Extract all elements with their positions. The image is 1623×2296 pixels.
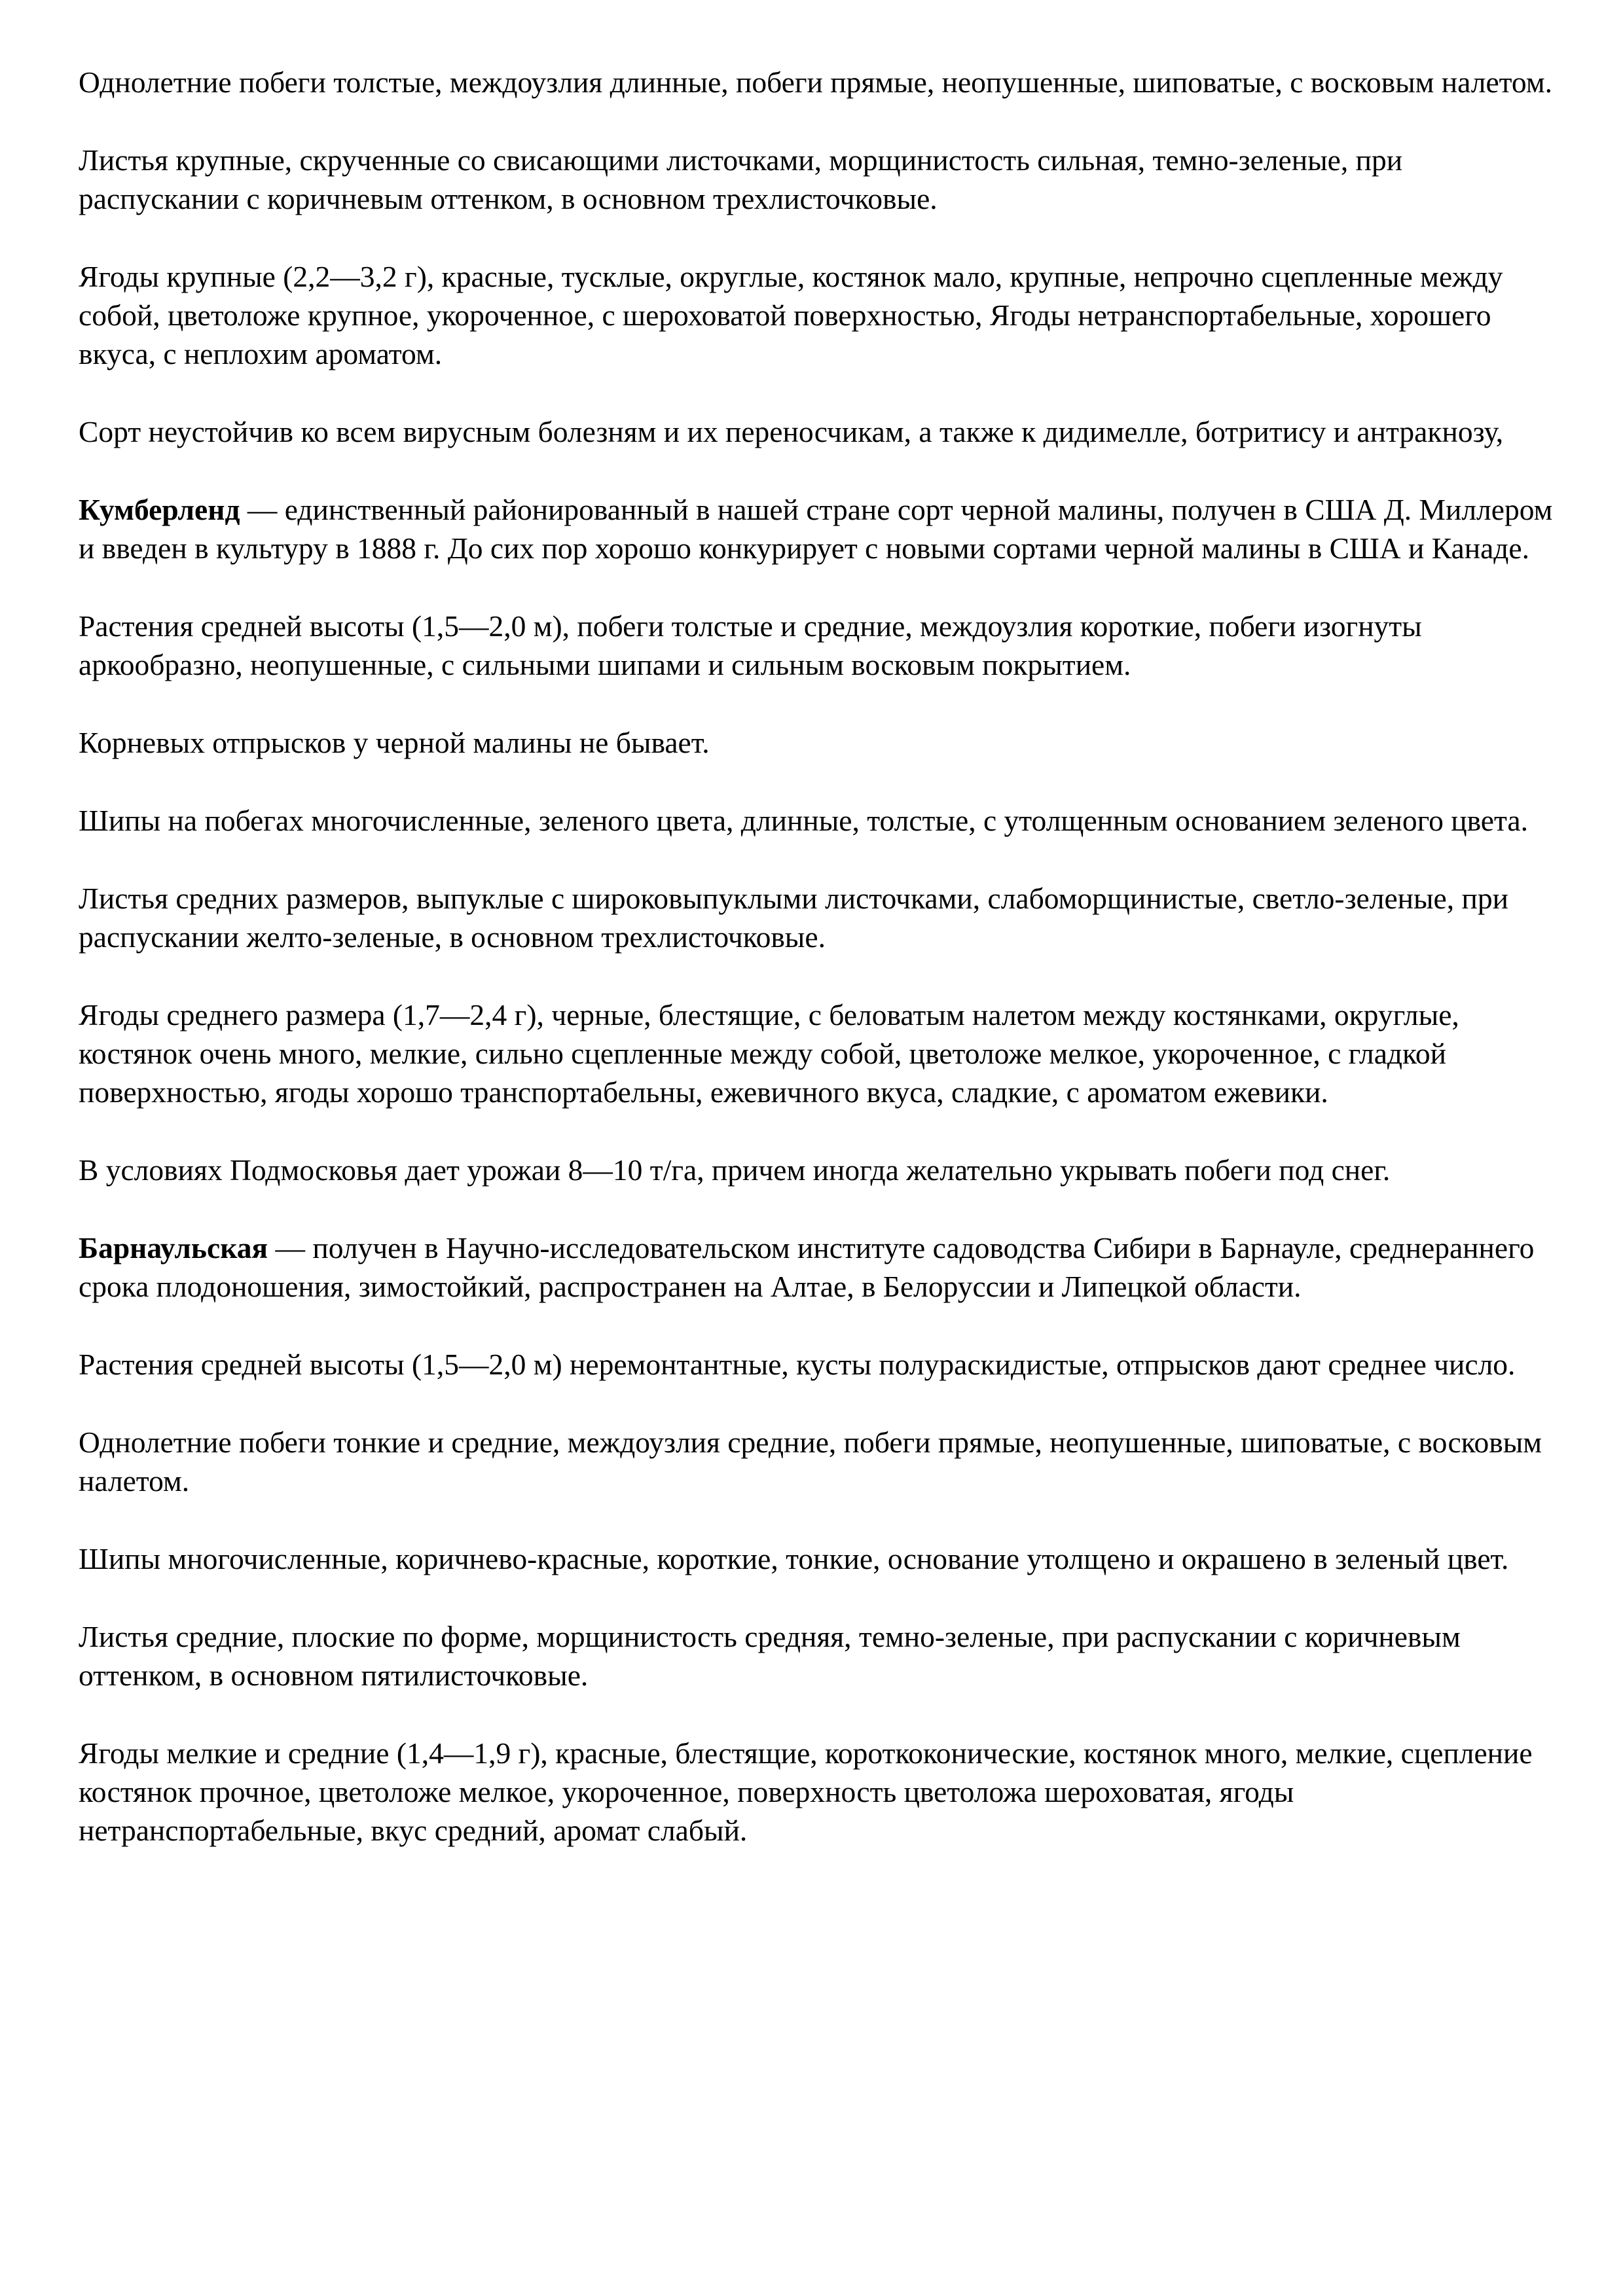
paragraph <box>79 63 1558 101</box>
paragraph-text: Листья крупные, скрученные со свисающими листочками, морщинистость сильная, темно-зеленые, при распускании с коричневым оттенком, в основном трехлисточковые. <box>79 143 1403 215</box>
document-page <box>79 63 1558 1889</box>
variety-paragraph-kumberlend <box>79 490 1558 567</box>
paragraph <box>79 141 1558 218</box>
paragraph-text: Листья средние, плоские по форме, морщинистость средняя, темно-зеленые, при распускании с коричневым оттенком, в основном пятилисточковые. <box>79 1620 1461 1692</box>
paragraph-text: — получен в Научно-исследовательском институте садоводства Сибири в Барнауле, среднераннего срока плодоношения, зимостойкий, распространен на Алтае, в Белоруссии и Липецкой области. <box>79 1231 1535 1303</box>
paragraph <box>79 1423 1558 1500</box>
paragraph-text: В условиях Подмосковья дает урожаи 8—10 т/га, причем иногда желательно укрывать побеги под снег. <box>79 1153 1391 1187</box>
paragraph-text: Ягоды мелкие и средние (1,4—1,9 г), красные, блестящие, короткоконические, костянок много, мелкие, сцепление костянок прочное, цветоложе мелкое, укороченное, поверхность цветоложа шероховатая, ягоды нетранспортабельные, вкус средний, аромат слабый. <box>79 1736 1533 1847</box>
paragraph-text: Растения средней высоты (1,5—2,0 м) неремонтантные, кусты полураскидистые, отпрысков дают среднее число. <box>79 1348 1516 1381</box>
variety-name: Барнаульская <box>79 1231 268 1265</box>
paragraph-text: Шипы на побегах многочисленные, зеленого цвета, длинные, толстые, с утолщенным основанием зеленого цвета. <box>79 804 1528 837</box>
paragraph <box>79 1345 1558 1384</box>
paragraph-text: Листья средних размеров, выпуклые с широковыпуклыми листочками, слабоморщинистые, светло-зеленые, при распускании желто-зеленые, в основном трехлисточковые. <box>79 882 1508 954</box>
paragraph <box>79 879 1558 956</box>
paragraph-text: — единственный районированный в нашей стране сорт черной малины, получен в США Д. Миллером и введен в культуру в 1888 г. До сих пор хорошо конкурирует с новыми сортами черной малины в США и Канаде. <box>79 493 1553 565</box>
paragraph-text: Шипы многочисленные, коричнево-красные, короткие, тонкие, основание утолщено и окрашено в зеленый цвет. <box>79 1542 1509 1575</box>
paragraph <box>79 1734 1558 1850</box>
paragraph <box>79 1151 1558 1189</box>
paragraph <box>79 996 1558 1111</box>
paragraph <box>79 607 1558 684</box>
paragraph <box>79 1617 1558 1695</box>
paragraph <box>79 801 1558 840</box>
variety-paragraph-barnaulskaya <box>79 1229 1558 1306</box>
paragraph-text: Однолетние побеги тонкие и средние, междоузлия средние, побеги прямые, неопушенные, шиповатые, с восковым налетом. <box>79 1426 1542 1498</box>
paragraph-text: Ягоды крупные (2,2—3,2 г), красные, тусклые, округлые, костянок мало, крупные, непрочно сцепленные между собой, цветоложе крупное, укороченное, с шероховатой поверхностью, Ягоды нетранспортабельные, хорошего вкуса, с неплохим ароматом. <box>79 260 1503 370</box>
paragraph <box>79 257 1558 373</box>
paragraph-text: Растения средней высоты (1,5—2,0 м), побеги толстые и средние, междоузлия короткие, побеги изогнуты аркообразно, неопушенные, с сильными шипами и сильным восковым покрытием. <box>79 609 1422 681</box>
paragraph <box>79 1539 1558 1578</box>
paragraph <box>79 723 1558 762</box>
paragraph-text: Корневых отпрысков у черной малины не бывает. <box>79 726 710 759</box>
paragraph <box>79 412 1558 451</box>
paragraph-text: Ягоды среднего размера (1,7—2,4 г), черные, блестящие, с беловатым налетом между костянками, округлые, костянок очень много, мелкие, сильно сцепленные между собой, цветоложе мелкое, укороченное, с гладкой поверхностью, ягоды хорошо транспортабельны, ежевичного вкуса, сладкие, с ароматом ежевики. <box>79 998 1459 1109</box>
paragraph-text: Однолетние побеги толстые, междоузлия длинные, побеги прямые, неопушенные, шиповатые, с восковым налетом. <box>79 65 1552 99</box>
paragraph-text: Сорт неустойчив ко всем вирусным болезням и их переносчикам, а также к дидимелле, ботритису и антракнозу, <box>79 415 1504 448</box>
variety-name: Кумберленд <box>79 493 240 526</box>
